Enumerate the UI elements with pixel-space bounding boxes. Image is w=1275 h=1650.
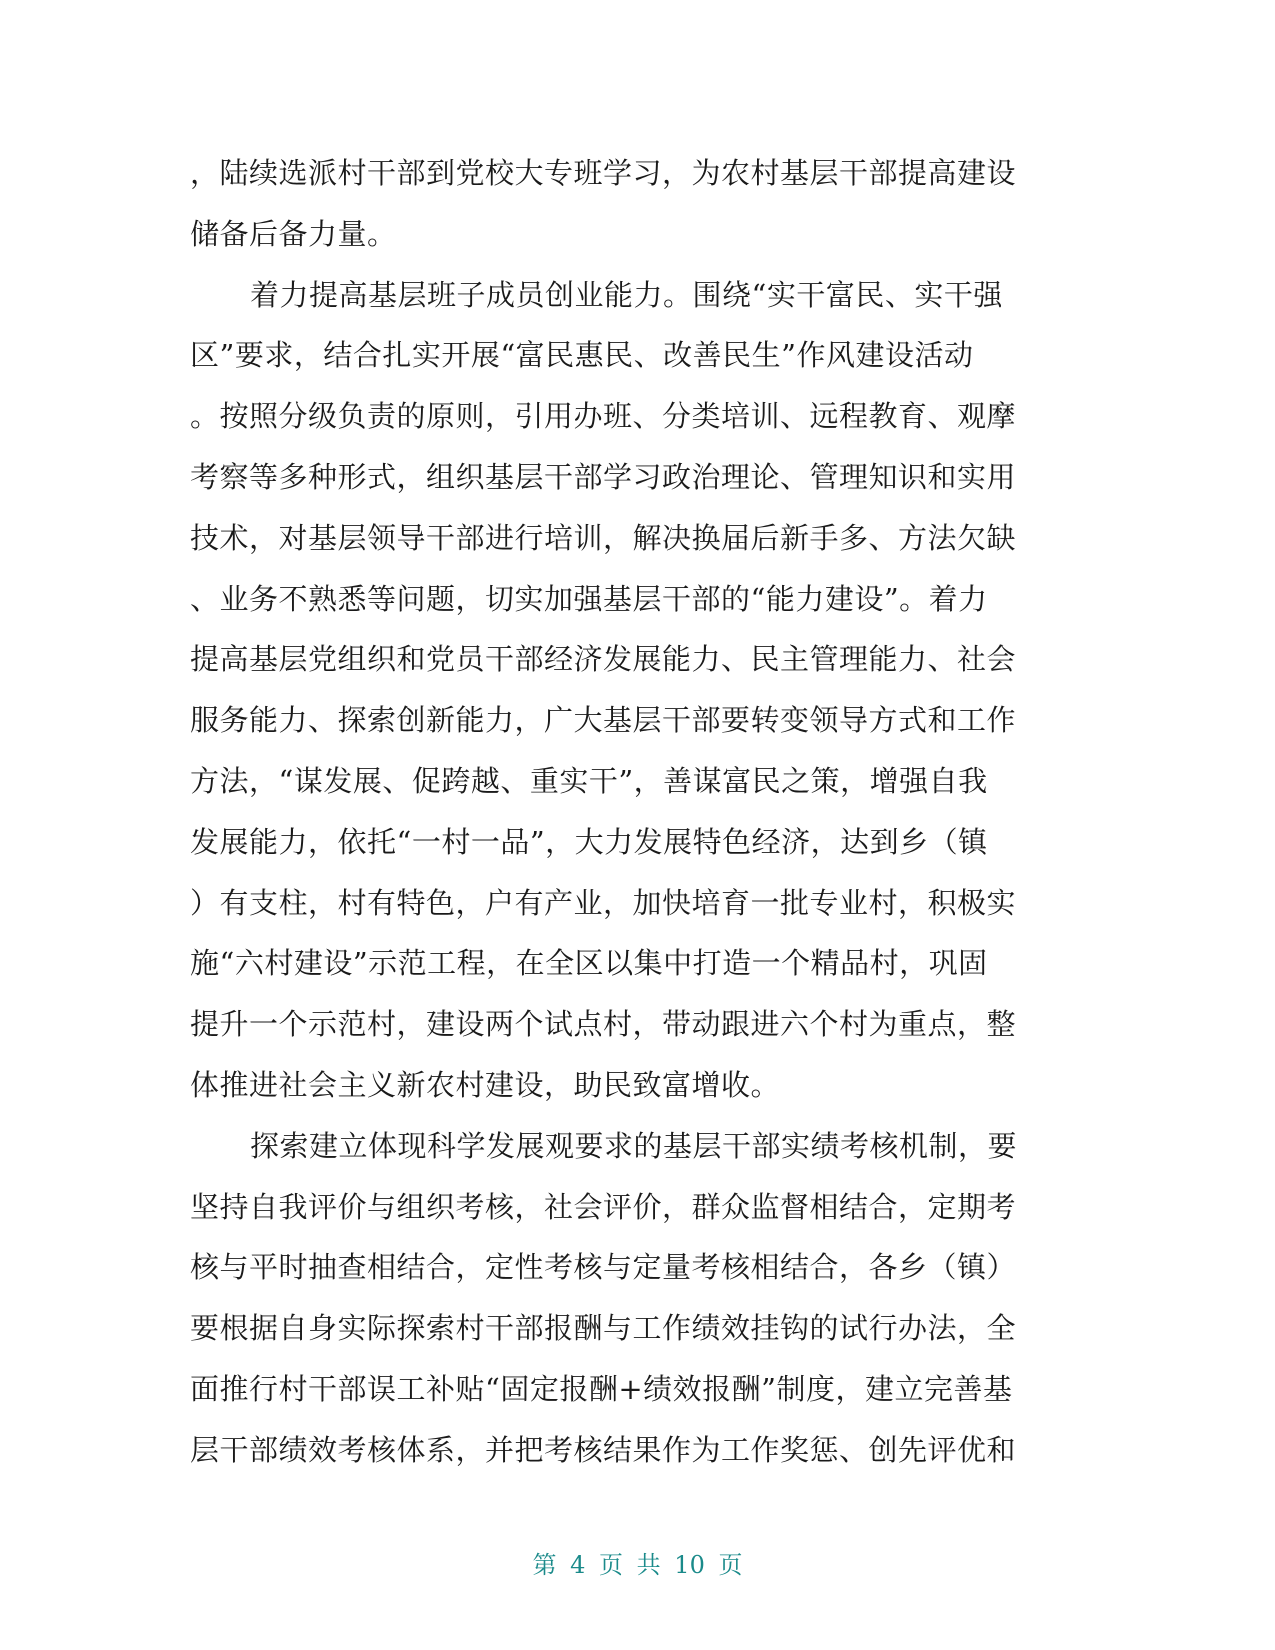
- text-line: 坚持自我评价与组织考核，社会评价，群众监督相结合，定期考: [190, 1189, 1017, 1224]
- text-line: 储备后备力量。: [190, 216, 397, 251]
- text-line: 层干部绩效考核体系，并把考核结果作为工作奖惩、创先评优和: [190, 1432, 1017, 1467]
- text-line: ，陆续选派村干部到党校大专班学习，为农村基层干部提高建设: [190, 156, 1017, 190]
- text-line: 核与平时抽查相结合，定性考核与定量考核相结合，各乡（镇）: [190, 1250, 1017, 1285]
- text-line: 施“六村建设”示范工程，在全区以集中打造一个精品村，巩固: [190, 946, 988, 981]
- text-line: 发展能力，依托“一村一品”，大力发展特色经济，达到乡（镇: [190, 824, 988, 859]
- text-line: 提升一个示范村，建设两个试点村，带动跟进六个村为重点，整: [190, 1007, 1017, 1042]
- text-line: 方法，“谋发展、促跨越、重实干”，善谋富民之策，增强自我: [190, 763, 988, 798]
- paragraph-start: 探索建立体现科学发展观要求的基层干部实绩考核机制，要: [250, 1128, 1018, 1163]
- text-line: 体推进社会主义新农村建设，助民致富增收。: [190, 1067, 781, 1102]
- page-number-footer: 第 4 页 共 10 页: [532, 1551, 743, 1579]
- text-line: 。按照分级负责的原则，引用办班、分类培训、远程教育、观摩: [190, 399, 1017, 434]
- text-line: 、业务不熟悉等问题，切实加强基层干部的“能力建设”。着力: [190, 581, 988, 616]
- body-text: [190, 143, 1070, 1481]
- text-line: 要根据自身实际探索村干部报酬与工作绩效挂钩的试行办法，全: [190, 1311, 1017, 1346]
- text-line: 服务能力、探索创新能力，广大基层干部要转变领导方式和工作: [190, 703, 1017, 738]
- text-line: 提高基层党组织和党员干部经济发展能力、民主管理能力、社会: [190, 642, 1017, 677]
- text-line: 面推行村干部误工补贴“固定报酬+绩效报酬”制度，建立完善基: [190, 1371, 1013, 1406]
- text-line: 考察等多种形式，组织基层干部学习政治理论、管理知识和实用: [190, 459, 1017, 494]
- paragraph-start: 着力提高基层班子成员创业能力。围绕“实干富民、实干强: [250, 277, 1003, 312]
- text-line: ）有支柱，村有特色，户有产业，加快培育一批专业村，积极实: [190, 885, 1017, 920]
- text-line: 技术，对基层领导干部进行培训，解决换届后新手多、方法欠缺: [190, 520, 1017, 555]
- text-line: 区”要求，结合扎实开展“富民惠民、改善民生”作风建设活动: [190, 338, 974, 373]
